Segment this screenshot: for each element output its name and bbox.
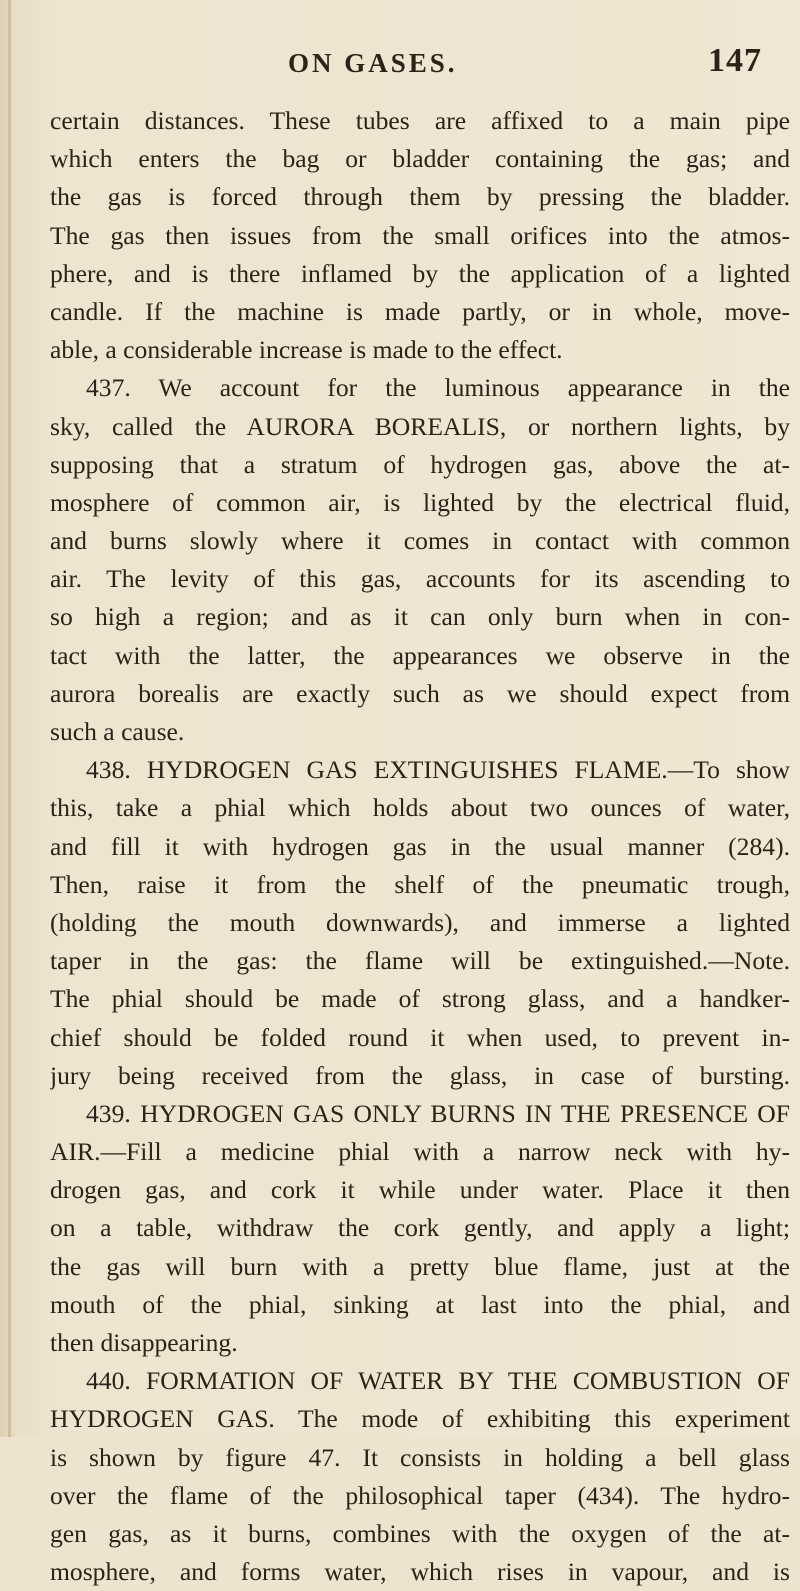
text-line: over the flame of the philosophical taper (434). The hydro- [50,1480,790,1510]
text-line: and burns slowly where it comes in contact with common [50,526,790,556]
text-line: is shown by figure 47. It consists in holding a bell glass [50,1442,790,1472]
text-line: 440. FORMATION OF WATER BY THE COMBUSTION OF [86,1366,790,1396]
text-line: the gas will burn with a pretty blue flame, just at the [50,1251,790,1281]
text-line: (holding the mouth downwards), and immerse a lighted [50,907,790,937]
text-line: drogen gas, and cork it while under water. Place it then [50,1175,790,1205]
page-number: 147 [708,42,762,79]
text-line: mosphere of common air, is lighted by the electrical fluid, [50,487,790,517]
text-line: the gas is forced through them by pressing the bladder. [50,182,790,212]
text-line: chief should be folded round it when used, to prevent in- [50,1022,790,1052]
text-line: so high a region; and as it can only burn when in con- [50,602,790,632]
text-line: this, take a phial which holds about two ounces of water, [50,793,790,823]
text-line: HYDROGEN GAS. The mode of exhibiting this experiment [50,1404,790,1434]
text-line: mouth of the phial, sinking at last into the phial, and [50,1289,790,1319]
text-line: on a table, withdraw the cork gently, and apply a light; [50,1213,790,1243]
page-header [0,42,800,88]
text-line: 439. HYDROGEN GAS ONLY BURNS IN THE PRESENCE OF [86,1098,790,1128]
text-line: such a cause. [50,717,185,746]
text-line: The gas then issues from the small orifices into the atmos- [50,220,790,250]
text-line: mosphere, and forms water, which rises in vapour, and is [50,1557,790,1587]
page-binding-edge [8,0,11,1437]
text-line: then disappearing. [50,1328,238,1357]
text-line: air. The levity of this gas, accounts for its ascending to [50,564,790,594]
text-line: certain distances. These tubes are affixed to a main pipe [50,106,790,135]
text-line: 437. We account for the luminous appearance in the [86,373,790,403]
text-line: and fill it with hydrogen gas in the usual manner (284). [50,831,790,861]
text-line: Then, raise it from the shelf of the pneumatic trough, [50,869,790,899]
text-line: jury being received from the glass, in case of bursting. [50,1060,790,1090]
text-line: gen gas, as it burns, combines with the oxygen of the at- [50,1518,790,1548]
body-text [50,102,790,1591]
text-line: AIR.—Fill a medicine phial with a narrow neck with hy- [50,1137,790,1167]
text-line: tact with the latter, the appearances we observe in the [50,640,790,670]
text-line: phere, and is there inflamed by the application of a lighted [50,258,790,288]
text-line: which enters the bag or bladder containing the gas; and [50,144,790,174]
text-line: sky, called the AURORA BOREALIS, or northern lights, by [50,411,790,441]
text-line: 438. HYDROGEN GAS EXTINGUISHES FLAME.—To show [86,755,790,785]
text-line: The phial should be made of strong glass, and a handker- [50,984,790,1014]
text-line: aurora borealis are exactly such as we should expect from [50,678,790,708]
text-line: able, a considerable increase is made to the effect. [50,335,563,365]
text-line: supposing that a stratum of hydrogen gas, above the at- [50,449,790,479]
text-line: taper in the gas: the flame will be extinguished.—Note. [50,946,790,976]
text-line: candle. If the machine is made partly, or in whole, move- [50,296,790,326]
running-head: ON GASES. [288,48,458,78]
